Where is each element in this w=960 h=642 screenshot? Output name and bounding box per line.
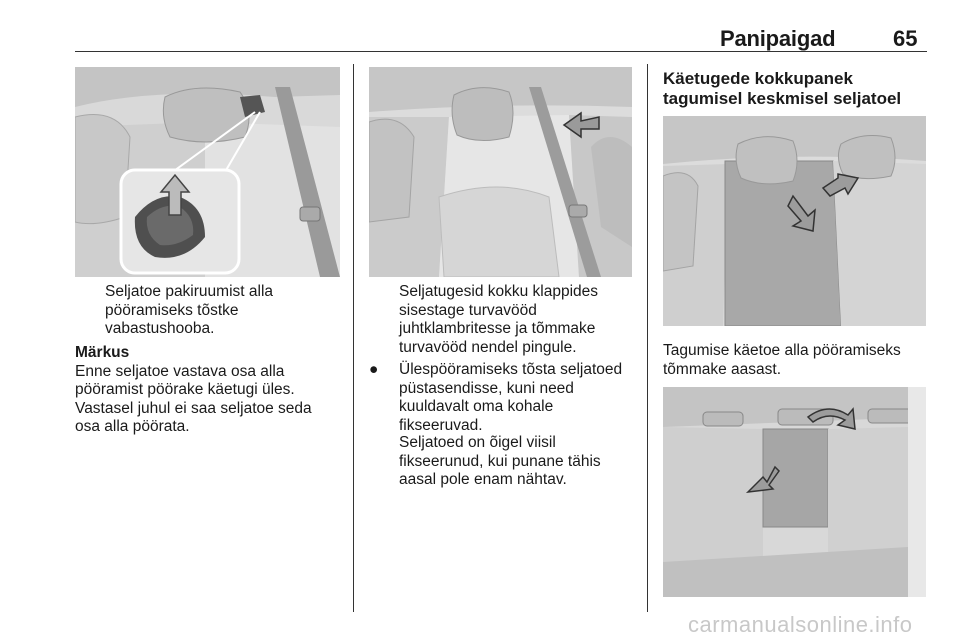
bullet-dot: ● [369,361,379,378]
column-divider-left [353,64,354,612]
figure-armrest-center [663,116,926,326]
figure-release-lever [75,67,340,277]
column-divider-right [647,64,648,612]
page-header-title: Panipaigad [720,26,836,51]
bullet-text: Ülespööramiseks tõsta seljatoed püstasendisse, kuni need kuuldavalt oma kohale fikseeruvad. [399,361,623,434]
figure-seatbelt-guide [369,67,632,277]
figure-armrest-pull [663,387,926,597]
step-seatbelt: Seljatugesid kokku klappides sisestage turvavööd juhtklambritesse ja tõmmake turvavööd nendel pingule. [399,283,599,356]
bullet-raise-seatback [369,361,639,435]
bullet-followup: Seljatoed on õigel viisil fikseerunud, kui punane tähis aasal pole enam nähtav. [399,434,601,488]
page-number: 65 [893,26,918,51]
note-label: Märkus [75,344,130,361]
header-rule [75,51,927,52]
note-text: Enne seljatoe vastava osa alla pööramist pöörake käetugi üles. Vastasel juhul ei saa seljatoe seda osa alla pöörata. [75,362,312,435]
caption-armrest: Tagumise käetoe alla pööramiseks tõmmake aasast. [663,342,901,378]
section-heading: Käetugede kokkupanek tagumisel keskmisel seljatoel [663,69,902,108]
note-block [75,344,340,437]
watermark: carmanualsonline.info [688,612,913,637]
caption-release-lever: Seljatoe pakiruumist alla pööramiseks tõstke vabastushooba. [105,283,274,337]
